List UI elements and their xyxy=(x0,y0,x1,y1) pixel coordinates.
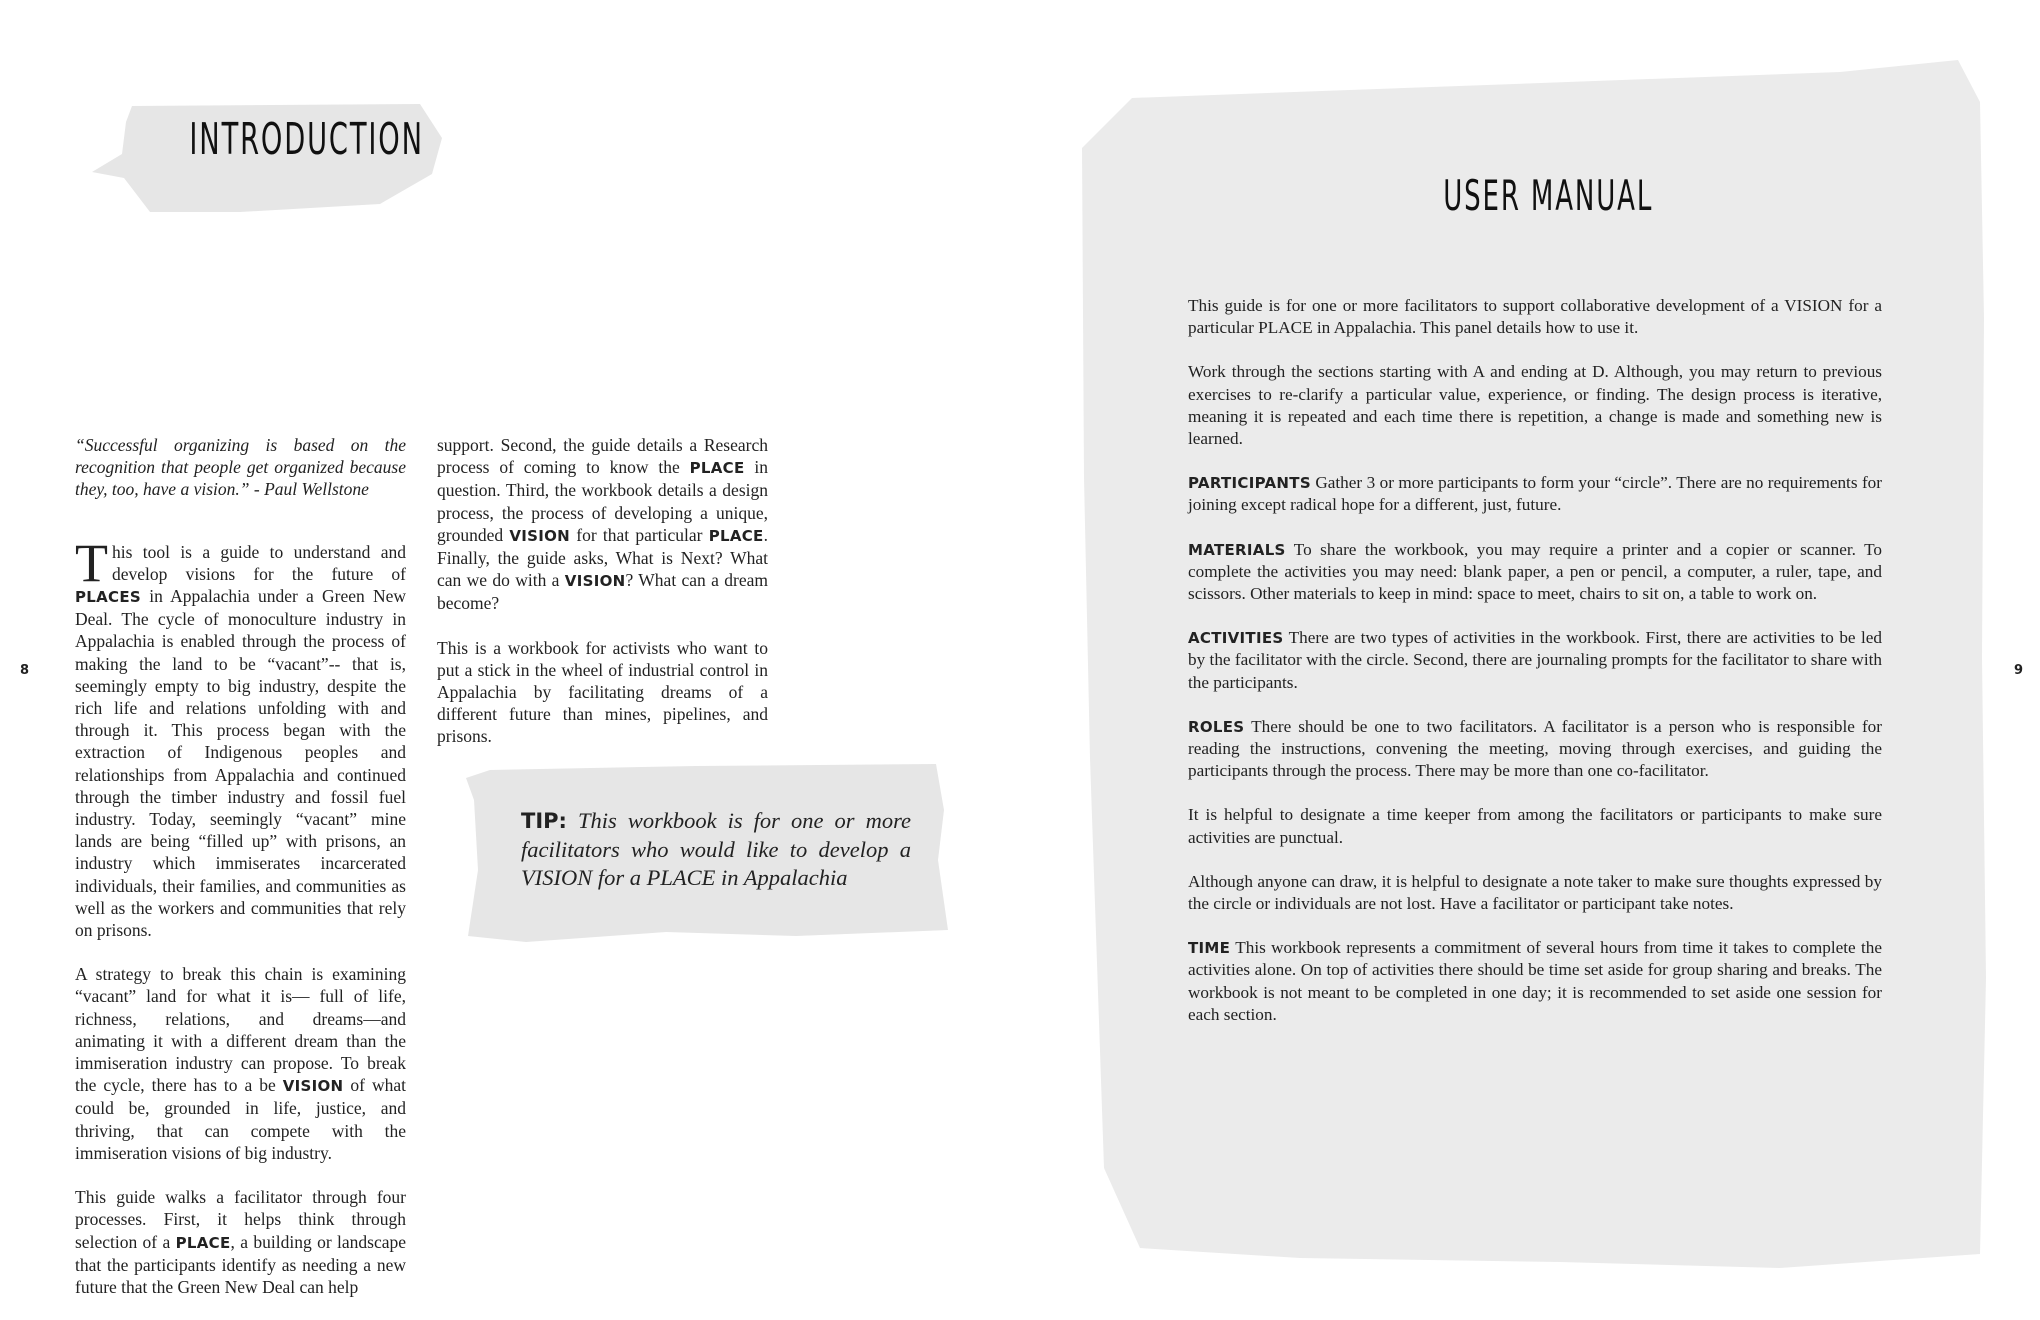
materials-label: MATERIALS xyxy=(1188,540,1286,559)
time-label: TIME xyxy=(1188,939,1231,958)
keyword-vision: VISION xyxy=(282,1077,344,1096)
manual-paragraph-1: This guide is for one or more facilitators to support collaborative development of a VISION for a particular PLACE in Appalachia. This panel details how to use it. xyxy=(1188,296,1882,338)
tip-label: TIP: xyxy=(521,809,567,833)
wellstone-quote: “Successful organizing is based on the recognition that people get organized because they, too, have a vision.” - Paul Wellstone xyxy=(75,435,406,500)
intro-paragraph-3-start: This guide walks a facilitator through four processes. First, it helps think through selection of a PLACE, a building or landscape that the participants identify as needing a new future that the Green New Deal can help xyxy=(75,1187,406,1297)
intro-paragraph-4: This is a workbook for activists who want to put a stick in the wheel of industrial control in Appalachia by facilitating dreams of a different future than mines, pipelines, and prisons. xyxy=(437,637,768,747)
keyword-vision: VISION xyxy=(509,526,571,545)
roles-label: ROLES xyxy=(1188,717,1245,736)
user-manual-title: USER MANUAL xyxy=(1443,171,1654,220)
roles-section: ROLES There should be one to two facilitators. A facilitator is a person who is responsible for reading the instructions, convening the meeting, moving through exercises, and guiding the participants through the process. There may be more than one co-facilitator. xyxy=(1188,716,1882,781)
tip-text: TIP: This workbook is for one or more facilitators who would like to develop a VISION for a PLACE in Appalachia xyxy=(521,808,911,890)
user-manual-body xyxy=(1188,295,1882,1048)
page-number-right: 9 xyxy=(2014,663,2024,678)
left-column-1 xyxy=(75,434,406,1298)
participants-label: PARTICIPANTS xyxy=(1188,474,1311,493)
intro-paragraph-1: This tool is a guide to understand and develop visions for the future of PLACES in Appalachia under a Green New Deal. The cycle of monoculture industry in Appalachia is enabled through the process of making the land to be “vacant”-- that is, seemingly empty to big industry, despite the rich life and relations unfolding with and through it. This process began with the extraction of Indigenous peoples and relationships from Appalachia and continued through the timber industry and fossil fuel industry. Today, seemingly “vacant” mine lands are being “filled up” with prisons, an industry which immiserates incarcerated individuals, their families, and communities as well as the workers and communities that rely on prisons. xyxy=(75,532,406,941)
keyword-place: PLACE xyxy=(689,459,745,478)
participants-section: PARTICIPANTS Gather 3 or more participants to form your “circle”. There are no requirements for joining except radical hope for a different, just, future. xyxy=(1188,473,1882,515)
timekeeper-paragraph: It is helpful to designate a time keeper from among the facilitators or participants to make sure activities are punctual. xyxy=(1188,805,1882,847)
keyword-places: PLACES xyxy=(75,588,142,607)
keyword-place: PLACE xyxy=(175,1233,231,1252)
intro-paragraph-2: A strategy to break this chain is examining “vacant” land for what it is— full of life, richness, relations, and dreams—and animating it with a different dream than the immiseration industry can propose. To break the cycle, there has to a be VISION of what could be, grounded in life, justice, and thriving, that can compete with the immiseration visions of big industry. xyxy=(75,964,406,1163)
manual-paragraph-2: Work through the sections starting with A and ending at D. Although, you may return to previous exercises to re-clarify a particular value, experience, or finding. The design process is iterative, meaning it is repeated and each time there is repetition, a change is made and something new is learned. xyxy=(1188,362,1882,449)
activities-section: ACTIVITIES There are two types of activities in the workbook. First, there are activities to be led by the facilitator with the circle. Second, there are journaling prompts for the facilitator to share with the participants. xyxy=(1188,628,1882,692)
intro-paragraph-3-cont: support. Second, the guide details a Research process of coming to know the PLACE in question. Third, the workbook details a design process, the process of developing a unique, grounded VISION for that particular PLACE. Finally, the guide asks, What is Next? What can we do with a VISION? What can a dream become? xyxy=(437,435,768,614)
page-number-left: 8 xyxy=(20,663,30,678)
materials-section: MATERIALS To share the workbook, you may require a printer and a copier or scanner. To complete the activities you may need: blank paper, a pen or pencil, a computer, a ruler, tape, and scissors. Other materials to keep in mind: space to meet, chairs to sit on, a table to work on. xyxy=(1188,539,1882,604)
notetaker-paragraph: Although anyone can draw, it is helpful to designate a note taker to make sure thoughts expressed by the circle or individuals are not lost. Have a facilitator or participant take notes. xyxy=(1188,871,1882,914)
keyword-vision: VISION xyxy=(564,572,626,591)
left-column-2 xyxy=(437,434,768,770)
time-section: TIME This workbook represents a commitment of several hours from time it takes to complete the activities alone. On top of activities there should be time set aside for group sharing and breaks. The workbook is not meant to be completed in one day; it is recommended to set aside one session for each section. xyxy=(1188,938,1882,1024)
introduction-title: INTRODUCTION xyxy=(189,114,424,165)
keyword-place: PLACE xyxy=(708,526,764,545)
drop-cap: T xyxy=(75,532,108,593)
activities-label: ACTIVITIES xyxy=(1188,629,1284,648)
